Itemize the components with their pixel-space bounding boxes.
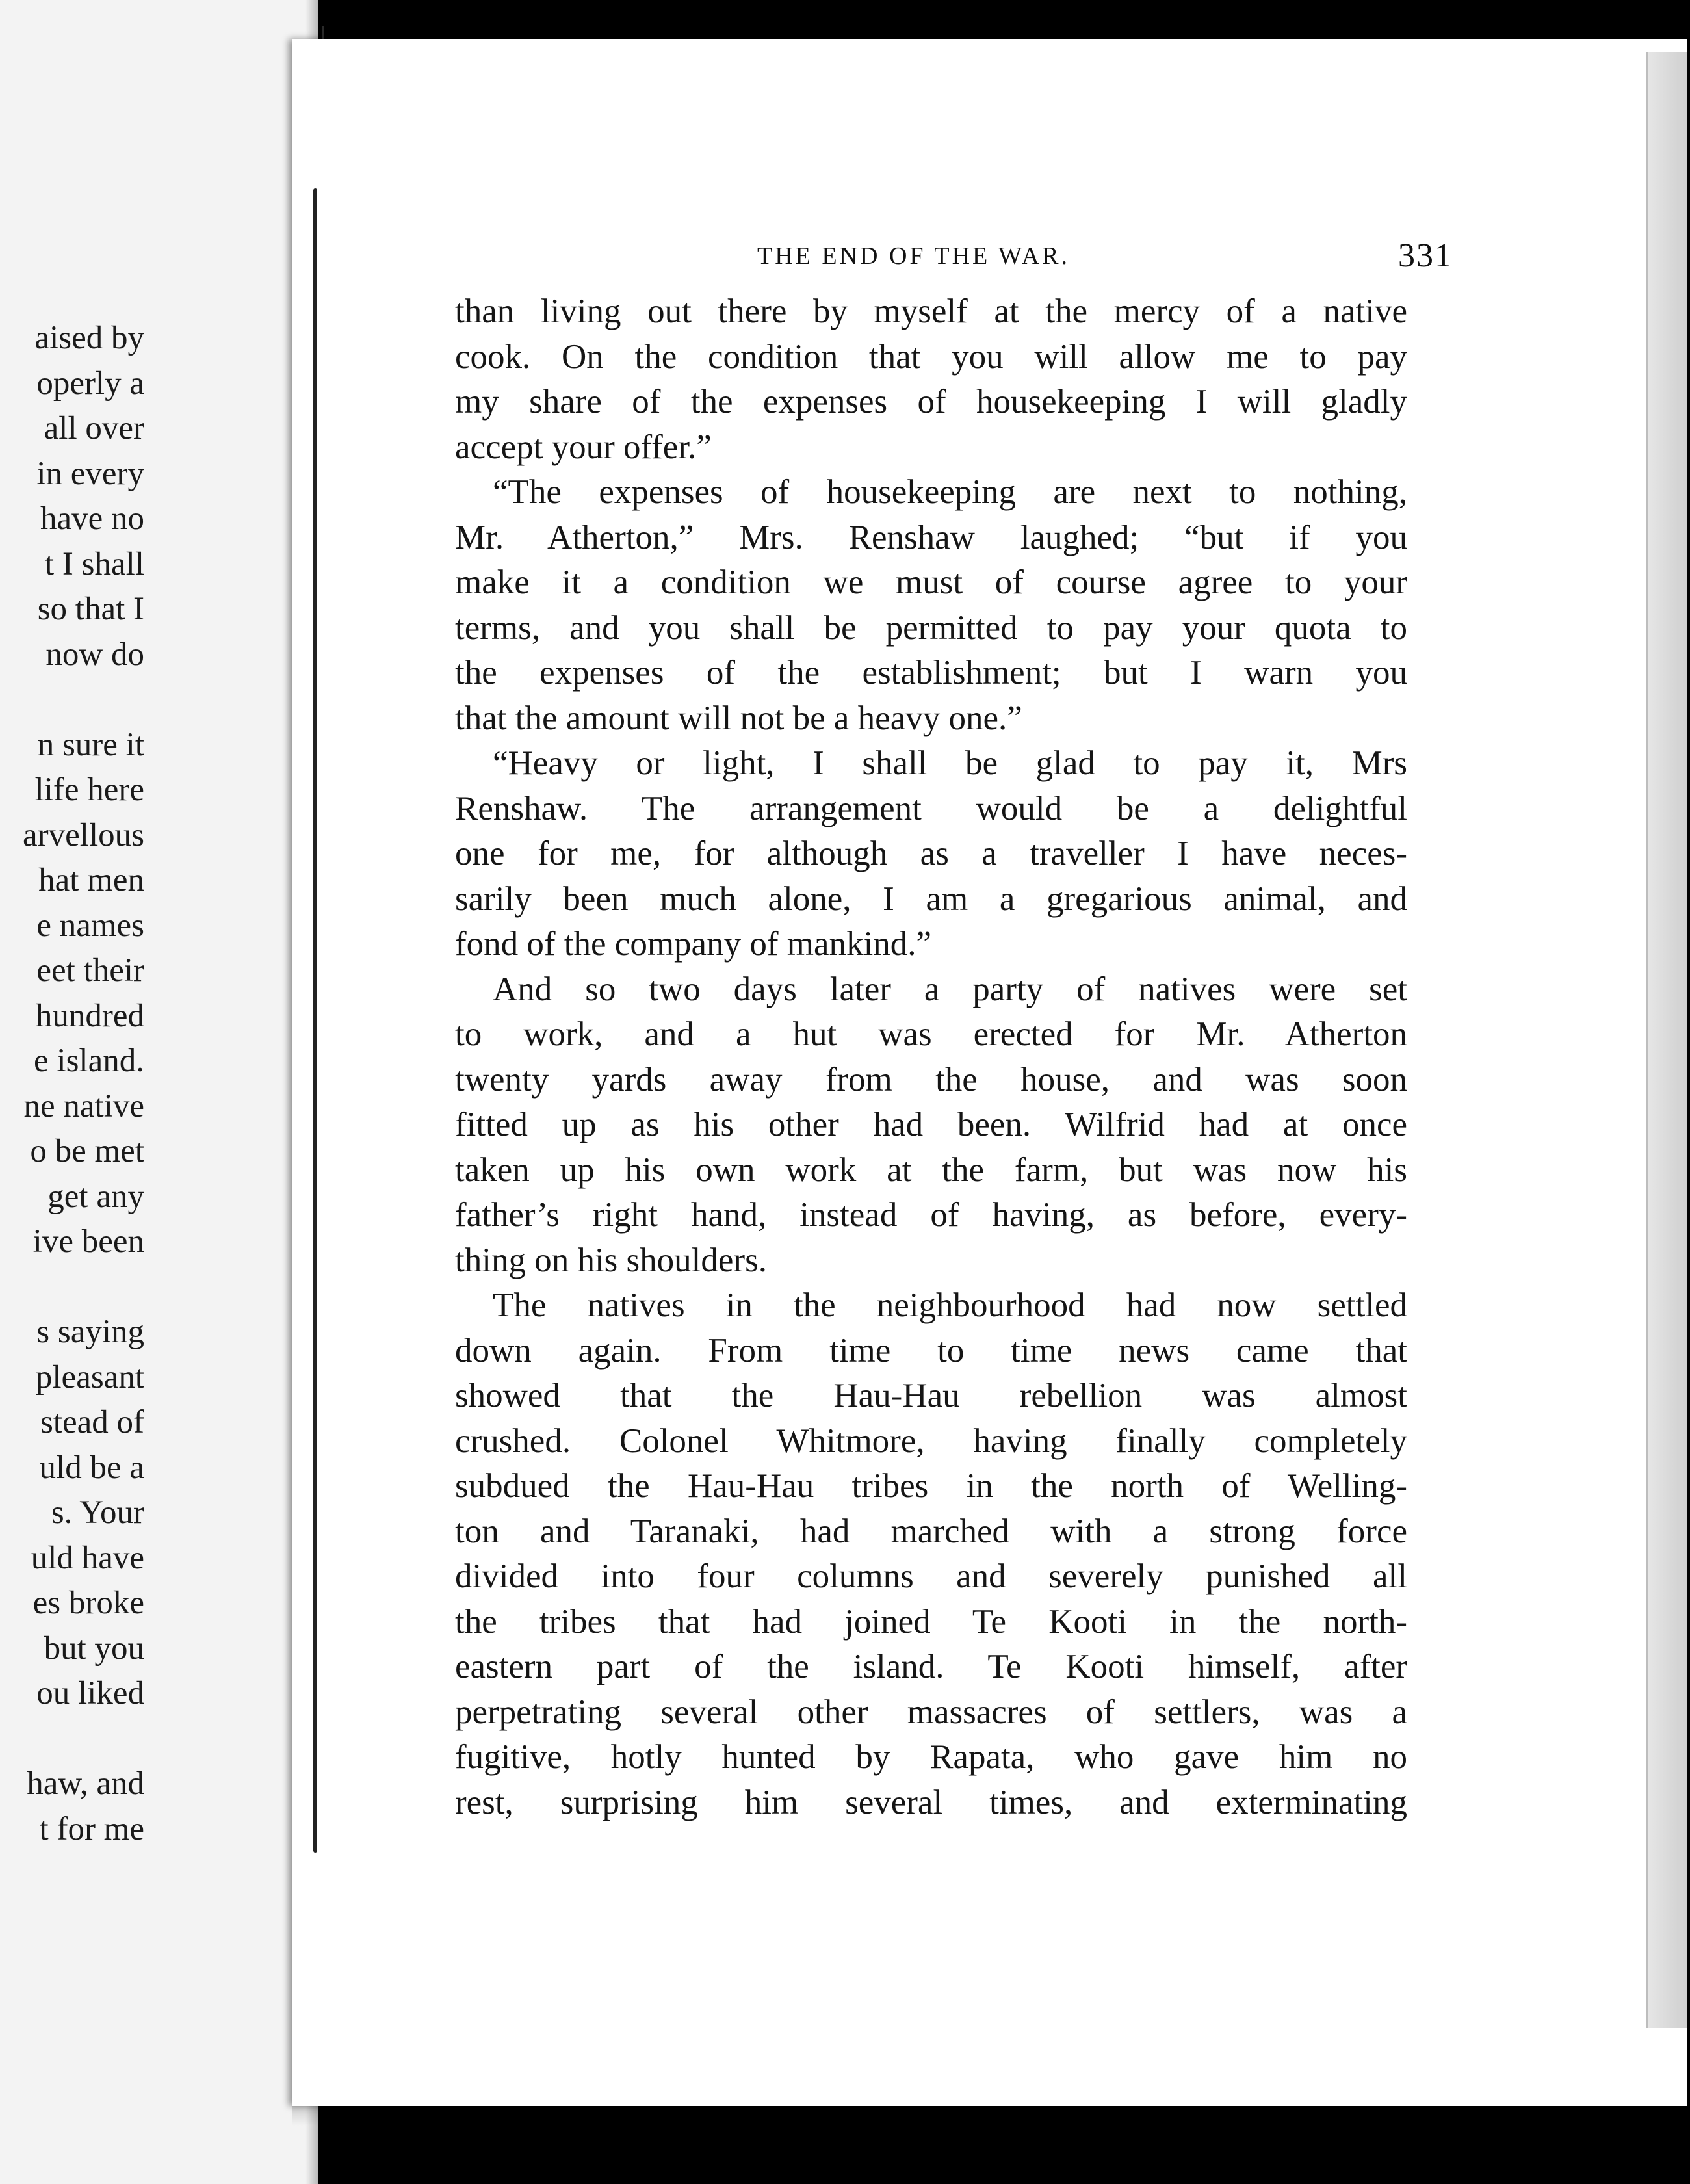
left-page-line: now do — [46, 636, 144, 673]
left-page-line: have no — [40, 500, 144, 537]
left-page-line: pleasant — [35, 1358, 144, 1396]
text-line: make it a condition we must of course agree to your — [455, 564, 1407, 601]
text-line: taken up his own work at the farm, but was now his — [455, 1150, 1407, 1189]
text-line: “Heavy or light, I shall be glad to pay it, Mrs — [493, 744, 1407, 782]
text-line: And so two days later a party of natives were set — [493, 970, 1407, 1008]
body-text — [455, 289, 1407, 1953]
text-line: that the amount will not be a heavy one.” — [455, 699, 1022, 737]
text-line: one for me, for although as a traveller I have neces- — [455, 835, 1407, 872]
text-line: The natives in the neighbourhood had now settled — [493, 1286, 1407, 1324]
left-page-line: uld have — [31, 1539, 144, 1576]
left-page-line: all over — [44, 410, 144, 447]
text-line: the expenses of the establishment; but I warn you — [455, 654, 1407, 692]
left-page-line: haw, and — [27, 1765, 144, 1802]
left-page-line: hat men — [38, 862, 144, 898]
left-page-line: es broke — [32, 1585, 144, 1621]
text-line: fitted up as his other had been. Wilfrid had at once — [455, 1106, 1407, 1143]
left-page-line: e names — [36, 907, 144, 944]
text-line: terms, and you shall be permitted to pay your quota to — [455, 608, 1407, 647]
page-edge-strip — [1646, 52, 1687, 2028]
left-page-line: life here — [34, 772, 144, 808]
text-line: twenty yards away from the house, and was soon — [455, 1060, 1407, 1098]
text-line: subdued the Hau-Hau tribes in the north of Welling- — [455, 1467, 1407, 1505]
binding-mark — [313, 188, 317, 1852]
text-line: crushed. Colonel Whitmore, having finally completely — [455, 1422, 1407, 1460]
text-line: sarily been much alone, I am a gregarious animal, and — [455, 879, 1407, 918]
text-line: down again. From time to time news came that — [455, 1331, 1407, 1370]
left-page-line: n sure it — [37, 726, 144, 763]
left-page-line: hundred — [35, 997, 144, 1034]
text-line: my share of the expenses of housekeeping I will gladly — [455, 383, 1407, 421]
left-page-line: so that I — [37, 591, 144, 627]
left-page-line: t I shall — [45, 545, 144, 582]
text-line: to work, and a hut was erected for Mr. Atherton — [455, 1015, 1407, 1053]
left-page-line: ne native — [23, 1087, 144, 1124]
left-page-line: get any — [47, 1178, 144, 1215]
text-line: fond of the company of mankind.” — [455, 925, 931, 963]
text-line: eastern part of the island. Te Kooti himself, after — [455, 1648, 1407, 1685]
page-number: 331 — [1398, 237, 1453, 274]
text-line: cook. On the condition that you will allow me to pay — [455, 337, 1407, 376]
left-page-line: t for me — [39, 1810, 144, 1847]
left-page-line: s. Your — [51, 1494, 144, 1531]
left-page-line: eet their — [36, 952, 144, 989]
running-head — [465, 237, 1453, 287]
left-facing-page — [0, 0, 318, 2184]
text-line: father’s right hand, instead of having, as before, every- — [455, 1196, 1407, 1234]
left-page-line: s saying — [36, 1314, 144, 1350]
left-page-line: operly a — [36, 365, 144, 402]
left-page-text-fragments — [0, 0, 318, 2184]
text-line: the tribes that had joined Te Kooti in the north- — [455, 1602, 1407, 1641]
text-line: ton and Taranaki, had marched with a strong force — [455, 1512, 1407, 1550]
running-title: THE END OF THE WAR. — [757, 242, 1070, 270]
text-line: than living out there by myself at the mercy of a native — [455, 292, 1407, 330]
page-bottom-shadow — [292, 2106, 1687, 2126]
left-page-line: in every — [36, 455, 144, 492]
text-line: thing on his shoulders. — [455, 1241, 767, 1279]
left-page-line: e island. — [34, 1043, 144, 1079]
left-page-line: aised by — [34, 320, 144, 356]
text-line: showed that the Hau-Hau rebellion was almost — [455, 1377, 1407, 1414]
left-page-line: stead of — [40, 1404, 144, 1440]
text-line: divided into four columns and severely punished all — [455, 1557, 1407, 1595]
left-page-line: ou liked — [36, 1675, 144, 1711]
left-page-line: arvellous — [23, 816, 144, 853]
left-page-line: but you — [44, 1630, 144, 1667]
text-line: rest, surprising him several times, and exterminating — [455, 1783, 1407, 1821]
text-line: Mr. Atherton,” Mrs. Renshaw laughed; “but if you — [455, 518, 1407, 556]
text-line: perpetrating several other massacres of settlers, was a — [455, 1693, 1407, 1731]
left-page-line: o be met — [30, 1133, 144, 1169]
text-line: Renshaw. The arrangement would be a delightful — [455, 789, 1407, 827]
left-page-line: ive been — [32, 1223, 144, 1260]
text-line: fugitive, hotly hunted by Rapata, who gave him no — [455, 1738, 1407, 1776]
left-page-line: uld be a — [39, 1449, 144, 1486]
text-line: accept your offer.” — [455, 428, 712, 466]
text-line: “The expenses of housekeeping are next to nothing, — [493, 473, 1407, 511]
